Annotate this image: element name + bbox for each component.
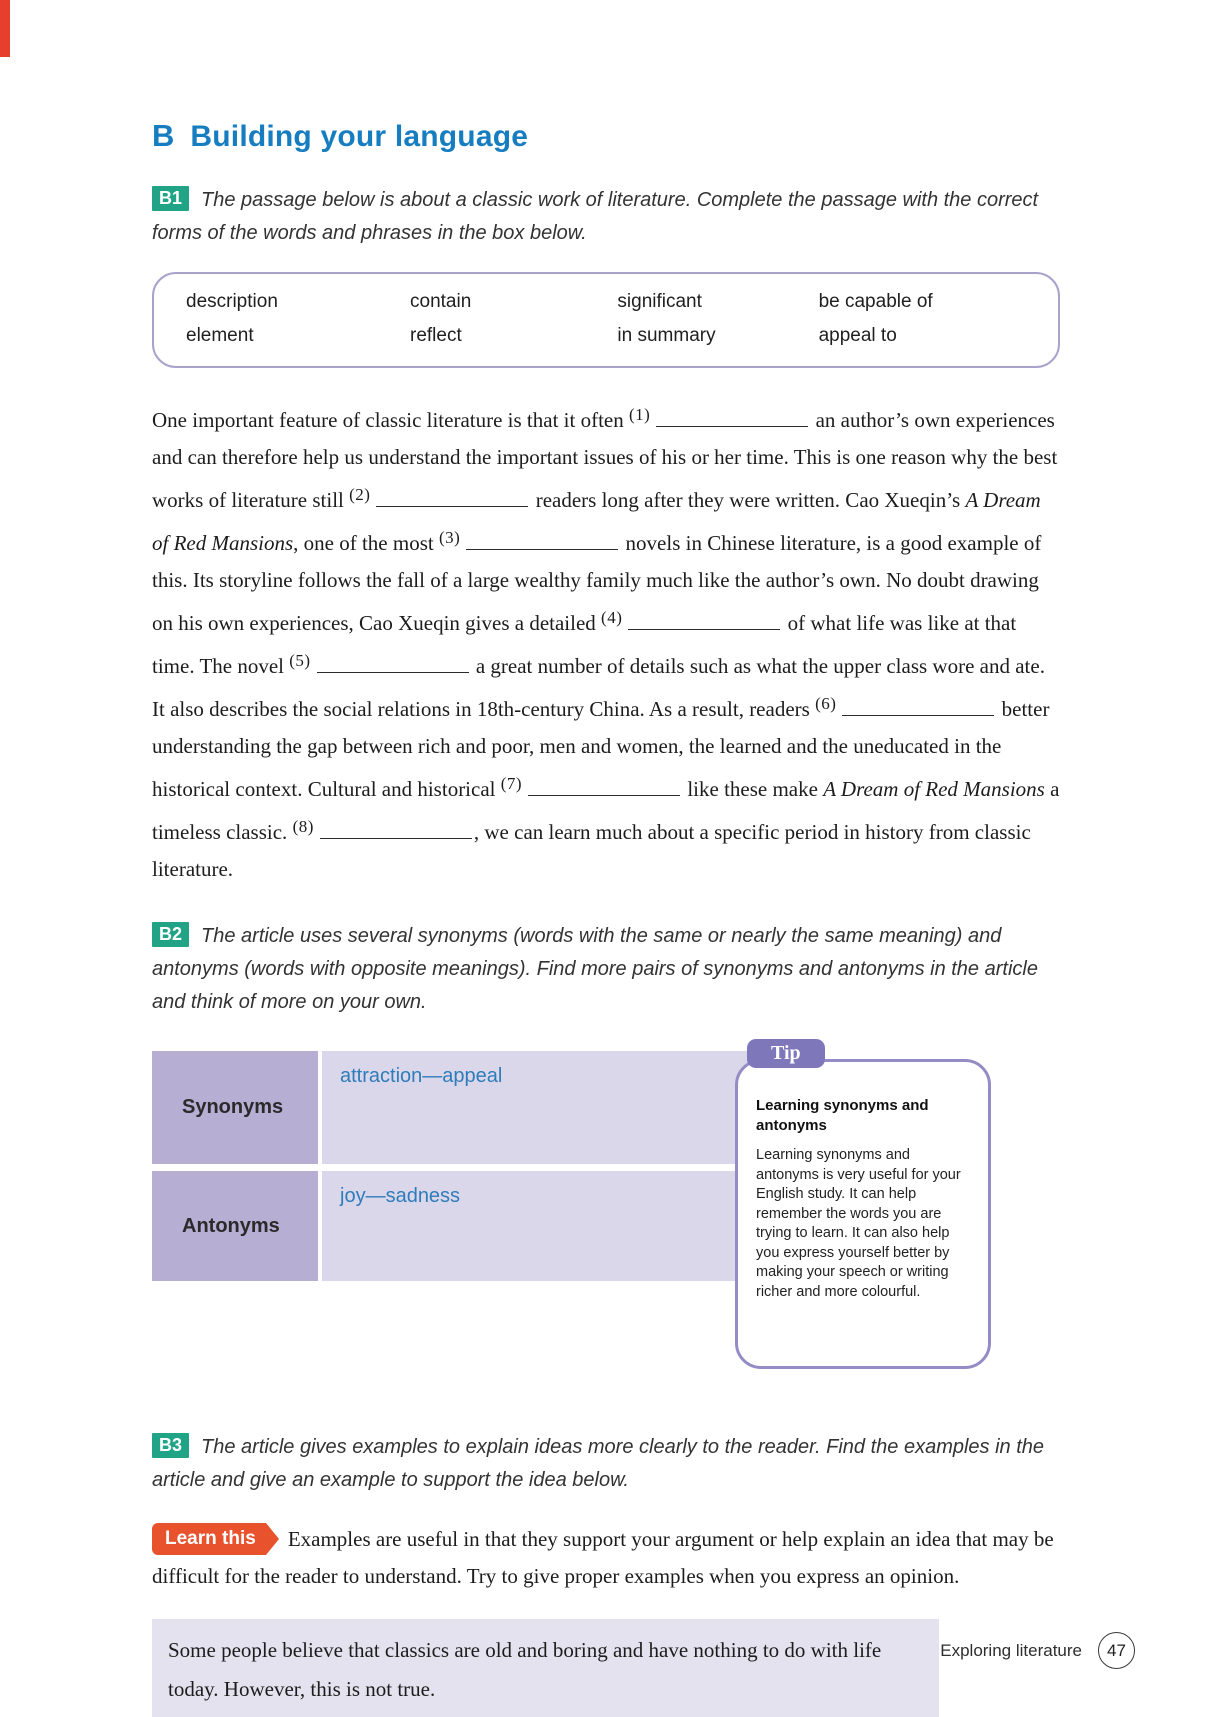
footer-label: Exploring literature (940, 1640, 1082, 1660)
cloze-blank: (1) (629, 408, 810, 432)
b2-badge: B2 (152, 922, 189, 947)
learn-this-block (152, 1521, 1060, 1595)
word-box-item: element (186, 325, 254, 346)
tip-heading: Learning synonyms and antonyms (756, 1097, 929, 1134)
section-header (152, 118, 1060, 154)
table-row (152, 1171, 748, 1281)
b1-instruction (152, 184, 1060, 250)
b1-instruction-text: The passage below is about a classic work of literature. Complete the passage with the correct forms of the words and phrases in the box below. (152, 189, 1039, 244)
row-label: Antonyms (152, 1171, 318, 1281)
cloze-blank: (6) (815, 697, 996, 721)
book-title: A Dream of Red Mansions (823, 777, 1045, 801)
word-box-item: be capable of (818, 291, 933, 312)
b3-badge: B3 (152, 1433, 189, 1458)
synonyms-antonyms-table (152, 1051, 748, 1288)
cloze-blank: (3) (439, 531, 620, 555)
page-edge-tab (0, 0, 10, 57)
b2-exercise-area (152, 1039, 1060, 1391)
tip-body: Learning synonyms and antonyms is very useful for your English study. It can help remember the words you are trying to learn. It can also help you express yourself better by making your speech or writing richer and more colourful. (756, 1147, 961, 1300)
table-row (152, 1051, 748, 1164)
b2-instruction-text: The article uses several synonyms (words with the same or nearly the same meaning) and antonyms (words with opposite meanings). Find more pairs of synonyms and antonyms in the article and think of more on your own. (152, 925, 1038, 1013)
book-title: A Dream of Red Mansions (152, 488, 1041, 555)
learn-this-badge: Learn this (152, 1523, 266, 1555)
word-box-item: in summary (617, 325, 716, 346)
b3-instruction-text: The article gives examples to explain ideas more clearly to the reader. Find the examples in the article and give an example to support the idea below. (152, 1436, 1045, 1491)
row-label: Synonyms (152, 1051, 318, 1164)
cloze-blank: (2) (349, 488, 530, 512)
page-number: 47 (1098, 1632, 1135, 1669)
row-answer: attraction—appeal (322, 1051, 748, 1164)
b3-instruction (152, 1431, 1060, 1497)
idea-highlight-box: Some people believe that classics are old and boring and have nothing to do with life today. However, this is not true. (152, 1619, 939, 1717)
word-box-item: significant (617, 291, 702, 312)
page-content (152, 118, 1060, 1717)
cloze-blank: (7) (501, 777, 682, 801)
word-box-item: appeal to (818, 325, 897, 346)
word-box-item: reflect (410, 325, 462, 346)
b2-instruction (152, 920, 1060, 1019)
learn-this-text: Examples are useful in that they support your argument or help explain an idea that may be difficult for the reader to understand. Try to give proper examples when you express an opinion. (152, 1527, 1054, 1588)
word-box-item: contain (410, 291, 472, 312)
b1-badge: B1 (152, 186, 189, 211)
cloze-blank: (4) (601, 611, 782, 635)
word-box (152, 272, 1060, 368)
cloze-blank: (8) (293, 820, 474, 844)
tip-box (735, 1059, 991, 1369)
row-answer: joy—sadness (322, 1171, 748, 1281)
cloze-blank: (5) (289, 654, 470, 678)
page-footer (940, 1632, 1135, 1669)
section-letter: B (152, 118, 175, 153)
cloze-passage: One important feature of classic literature is that it often $^{(1)}$ an author’s own experiences and can therefore help us understand the important issues of his or her time. This is one reason why the best works of literature still $^{(2)}$ readers long after they were written. Cao Xueqin’s A Dream of Red Mansions, one of the most $^{(3)}$ novels in Chinese literature, is a good example of this. Its storyline follows the fall of a large wealthy family much like the author’s own. No doubt drawing on his own experiences, Cao Xueqin gives a detailed $^{(4)}$ of what life was like at that time. The novel $^{(5)}$ a great number of details such as what the upper class wore and ate. It also describes the social relations in 18th-century China. As a result, readers $^{(6)}$ better understanding the gap between rich and poor, men and women, the learned and the uneducated in the historical context. Cultural and historical $^{(7)}$ like these make A Dream of Red Mansions a timeless classic. $^{(8)}$ , we can learn much about a specific period in history from classic literature. (152, 405, 1060, 881)
word-box-item: description (186, 291, 278, 312)
section-title: Building your language (190, 120, 529, 153)
tip-tab: Tip (747, 1039, 825, 1068)
